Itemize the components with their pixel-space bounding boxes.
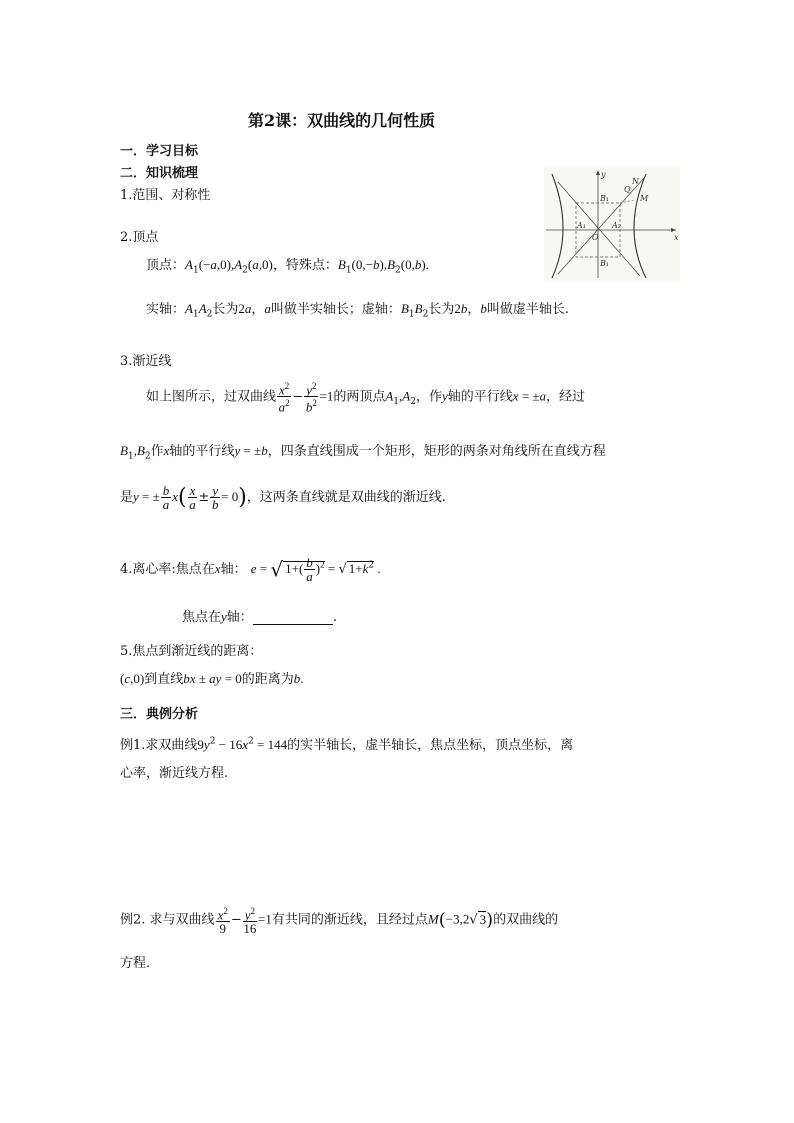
example-1-line-2: 心率，渐近线方程.	[120, 766, 229, 781]
asymptote-paragraph-3: 是y = ± $\frac{b}{a}$ x( $\frac{x}{a}$ ± $\frac{y}{b}$ = 0)，这两条直线就是双曲线的渐近线.	[120, 483, 446, 512]
vertex-line: 顶点：$A_1(-a,0),A_2(a,0)$，特殊点：$B_1(0,-b),B_2(0,b)$.	[146, 257, 429, 276]
eccentricity-y: 焦点在y轴： .	[182, 609, 337, 625]
svg-text:Q: Q	[624, 185, 631, 194]
focus-distance-line: (c,0)到直线bx ± ay = 0的距离为b.	[120, 671, 304, 687]
svg-text:M: M	[640, 194, 649, 203]
eccentricity-x: 4.离心率:焦点在x轴： e = √ 1+( $\frac{b}{a}$ )$^2$ = √ $1+k^2$ .	[120, 555, 381, 584]
svg-text:N: N	[632, 177, 639, 186]
svg-text:B₁: B₁	[600, 259, 610, 268]
heading-knowledge: 二．知识梳理	[120, 166, 199, 181]
example-1-line-1: 例1.求双曲线$9y^2 - 16x^2 = 144$的实半轴长，虚半轴长，焦点坐标，顶点坐标，离	[120, 736, 574, 753]
section-vertex: 2.顶点	[120, 230, 159, 245]
answer-blank[interactable]	[253, 612, 333, 625]
svg-text:x: x	[674, 233, 679, 242]
example-2-line-1: 例2. 求与双曲线 $\frac{x^2}{9}$ − $\frac{y^2}{16}$ =1有共同的渐近线，且经过点M(−3,2√ 3)的双曲线的	[120, 906, 559, 937]
example-2-line-2: 方程.	[120, 956, 151, 971]
svg-text:O: O	[592, 233, 599, 242]
svg-text:A₂: A₂	[612, 221, 621, 230]
section-focus-distance: 5.焦点到渐近线的距离：	[120, 644, 263, 659]
hyperbola-figure	[544, 166, 680, 282]
asymptote-paragraph-2: $B_1,B_2$作x轴的平行线y = ±b，四条直线围成一个矩形，矩形的两条对角线所在直线方程	[120, 443, 606, 462]
heading-goals: 一．学习目标	[120, 144, 199, 159]
page-title: 第2课：双曲线的几何性质	[248, 111, 436, 130]
axis-line: 实轴：$A_1A_2$长为2a，a叫做半实轴长；虚轴：$B_1B_2$长为2b，b叫做虚半轴长.	[146, 301, 569, 320]
svg-text:B₁: B₁	[600, 194, 610, 203]
heading-examples: 三．典例分析	[120, 707, 199, 722]
svg-text:y: y	[601, 170, 606, 179]
section-asymptote: 3.渐近线	[120, 354, 172, 369]
section-range-symmetry: 1.范围、对称性	[120, 188, 211, 203]
asymptote-paragraph-1: 如上图所示，过双曲线 $\frac{x^2}{a^2}$ − $\frac{y^2}{b^2}$ =1的两顶点$A_1,A_2$，作y轴的平行线x = ±a，经过	[146, 381, 586, 415]
svg-text:A₁: A₁	[577, 221, 586, 230]
